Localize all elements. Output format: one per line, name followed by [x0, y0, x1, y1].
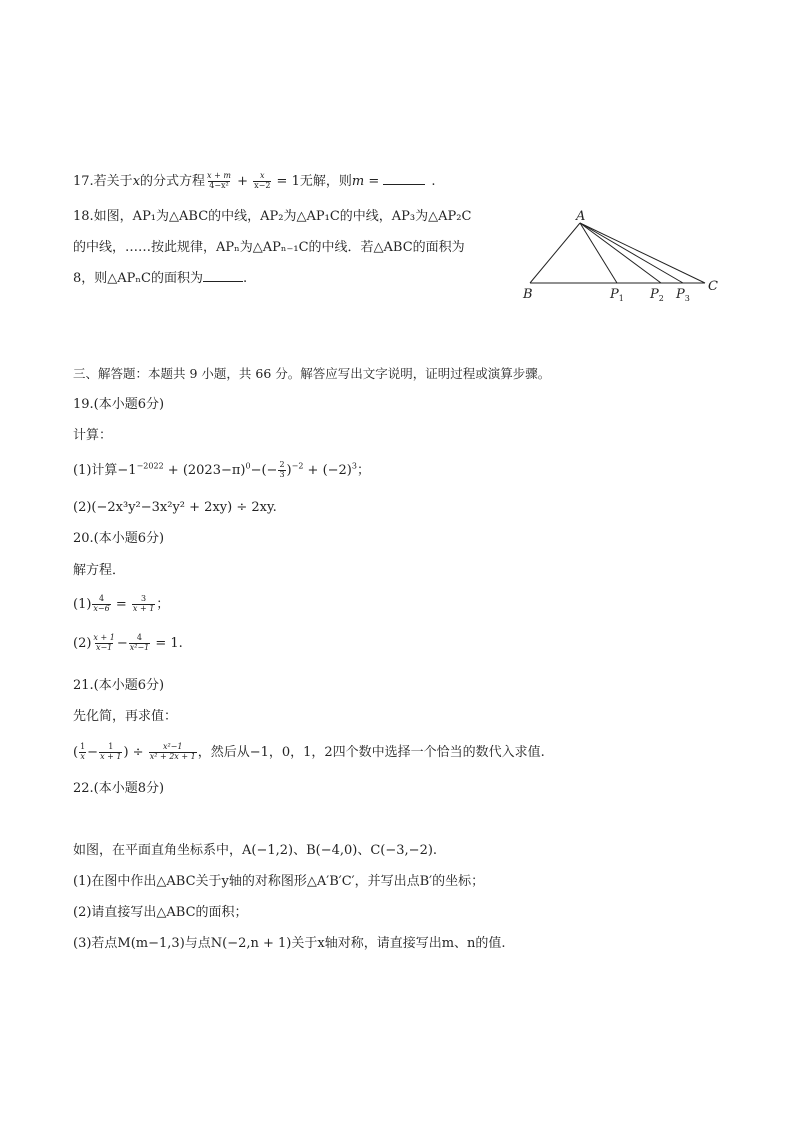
q21-f1d: x [80, 751, 85, 761]
q21-close: ) ÷ [123, 744, 148, 760]
label-C: C [708, 279, 718, 294]
q20-p2-pre: (2) [73, 635, 92, 651]
q19-p1-c: −(− [250, 462, 278, 478]
q19-p1-end: ； [356, 462, 370, 478]
q19-part-1 [73, 461, 370, 480]
q19-intro: 计算： [73, 428, 113, 443]
median-AP2 [580, 223, 661, 283]
q20-intro: 解方程． [73, 563, 126, 578]
q17-text-prefix: 17.若关于 [73, 173, 133, 189]
q20-p1-f2d: x + 1 [132, 603, 155, 613]
q17-end: . [431, 173, 436, 189]
q20-part-2 [73, 634, 183, 653]
side-AB [530, 223, 580, 283]
q20-title: 20.(本小题6分) [73, 531, 165, 546]
q17-eq2: = [364, 173, 384, 189]
q20-p1-end: ； [156, 596, 170, 612]
q21-fraction-2 [99, 743, 122, 762]
q21-f2d: x + 1 [100, 751, 122, 761]
question-17 [73, 172, 436, 191]
q17-plus: + [232, 173, 253, 189]
q20-p2-end: = 1. [151, 635, 183, 651]
q20-p2-fraction-2 [129, 634, 151, 653]
triangle-figure [515, 205, 725, 305]
median-AP3 [580, 223, 683, 283]
q22-part-3: (3)若点M(m−1,3)与点N(−2,n + 1)关于x轴对称，请直接写出m、n的值. [73, 936, 506, 951]
q18-line-1: 18.如图，AP₁为△ABC的中线，AP₂为△AP₁C的中线，AP₃为△AP₂C [73, 209, 472, 224]
q18-line-3-text: 8，则△APₙC的面积为 [73, 271, 203, 286]
q19-p1-exp2: 0 [245, 461, 251, 471]
q17-f2-num: x [260, 171, 265, 180]
q19-p1-a: (1)计算−1 [73, 462, 137, 478]
q17-f1-den: 4−x² [209, 180, 229, 190]
label-B: B [523, 287, 533, 302]
q18-line-3 [73, 271, 247, 287]
q21-title: 21.(本小题6分) [73, 678, 165, 693]
label-P1: $P_1$ [610, 287, 624, 303]
label-A: A [576, 209, 586, 224]
q21-f2n: 1 [108, 742, 114, 751]
q17-fraction-1 [206, 172, 232, 191]
q20-p1-f2n: 3 [141, 594, 147, 603]
q19-p1-exp: −2022 [136, 461, 164, 471]
q20-p2-fraction-1 [92, 634, 115, 653]
q22-title: 22.(本小题8分) [73, 781, 165, 796]
q21-intro: 先化简，再求值： [73, 709, 178, 724]
q20-p1-f1d: x−6 [93, 603, 110, 613]
q19-p1-e: + (−2) [303, 462, 352, 478]
q20-p2-f2d: x²−1 [129, 642, 150, 652]
q17-f2-den: x−2 [254, 180, 271, 190]
q20-p1-f1n: 4 [99, 594, 105, 603]
q19-title: 19.(本小题6分) [73, 397, 165, 412]
q17-var-x: x [132, 173, 141, 189]
q20-p1-pre: (1) [73, 596, 92, 612]
q17-eq: = 1无解，则 [272, 173, 352, 189]
q18-line-2: 的中线，……按此规律，APₙ为△APₙ₋₁C的中线．若△ABC的面积为 [73, 240, 465, 255]
q19-fraction [278, 461, 285, 480]
q17-var-m: m [351, 173, 365, 189]
q19-fnum: 2 [279, 460, 285, 469]
q21-f3n: x²−1 [162, 742, 183, 751]
q21-open: ( [73, 744, 79, 760]
section-3-heading: 三、解答题：本题共 9 小题，共 66 分。解答应写出文字说明，证明过程或演算步骤。 [73, 366, 551, 381]
q21-rest: ，然后从−1，0，1，2四个数中选择一个恰当的数代入求值. [197, 744, 545, 760]
q20-p2-f1n: x + 1 [93, 633, 115, 642]
q22-part-1: (1)在图中作出△ABC关于y轴的对称图形△A′B′C′，并写出点B′的坐标； [73, 874, 485, 889]
q17-f1-num: x + m [207, 171, 231, 180]
q22-part-2: (2)请直接写出△ABC的面积； [73, 905, 248, 920]
q21-minus: − [87, 744, 99, 760]
q20-p2-f2n: 4 [136, 633, 143, 642]
q19-p1-d: ) [286, 462, 292, 478]
q17-fraction-2 [253, 172, 271, 191]
q20-p2-minus: − [116, 635, 128, 651]
q21-fraction-1 [79, 743, 86, 762]
q17-text: 的分式方程 [140, 173, 206, 189]
label-P3: $P_3$ [676, 287, 690, 303]
q21-f1n: 1 [80, 742, 86, 751]
q18-answer-blank[interactable] [203, 280, 243, 282]
q21-fraction-3 [149, 743, 197, 762]
q19-p1-exp3: −2 [291, 461, 304, 471]
q17-answer-blank[interactable] [383, 183, 425, 185]
q20-p1-fraction-1 [92, 595, 110, 614]
q19-fden: 3 [279, 469, 285, 479]
q20-p1-fraction-2 [132, 595, 155, 614]
q22-intro: 如图，在平面直角坐标系中，A(−1,2)、B(−4,0)、C(−3,−2). [73, 843, 438, 858]
label-P2: $P_2$ [650, 287, 664, 303]
q19-part-2: (2)(−2x³y²−3x²y² + 2xy) ÷ 2xy. [73, 500, 277, 515]
q20-part-1 [73, 595, 169, 614]
q19-p1-exp4: 3 [351, 461, 357, 471]
q18-end: . [242, 271, 248, 286]
q21-expression [73, 743, 545, 762]
q19-p1-b: + (2023−π) [163, 462, 246, 478]
q20-p2-f1d: x−1 [95, 642, 113, 652]
q20-p1-eq: = [111, 596, 131, 612]
q21-f3d: x² + 2x + 1 [149, 751, 196, 761]
